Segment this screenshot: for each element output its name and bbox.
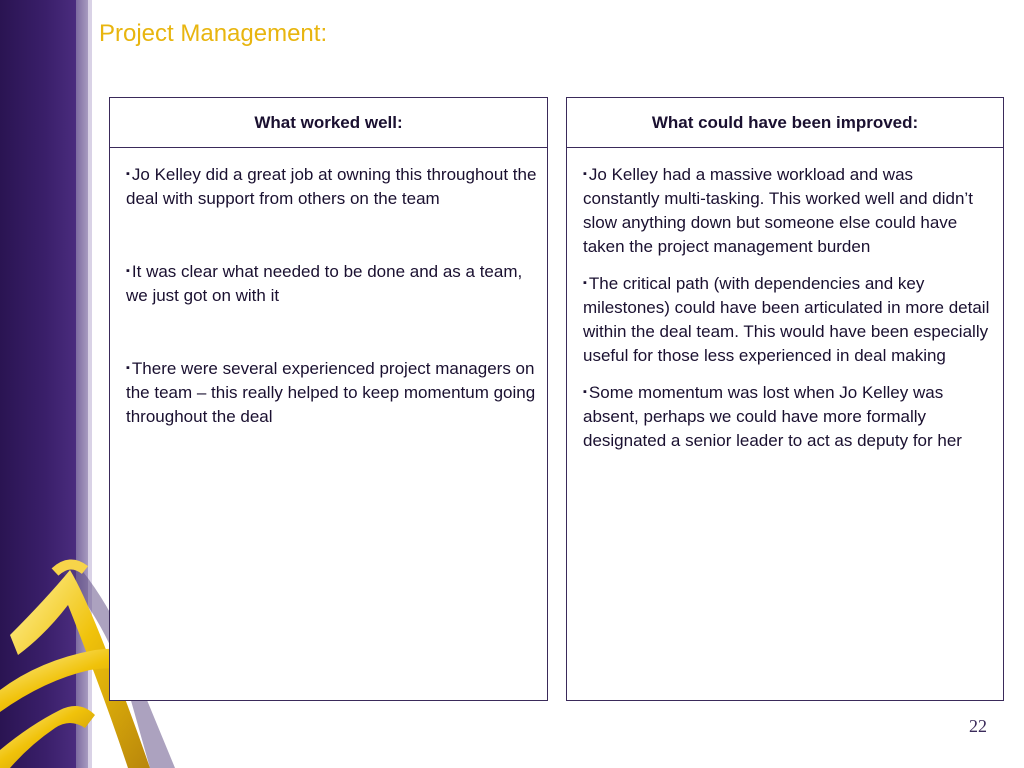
could-be-improved-heading: What could have been improved: <box>567 98 1003 148</box>
list-item: ▪ Some momentum was lost when Jo Kelley was absent, perhaps we could have more formally designated a senior leader to act as deputy for her <box>583 383 962 450</box>
bullet-icon: ▪ <box>583 277 587 289</box>
what-worked-well-panel <box>109 97 548 701</box>
list-item: ▪ It was clear what needed to be done and as a team, we just got on with it <box>126 262 523 305</box>
could-be-improved-list <box>567 148 1003 453</box>
list-item: ▪ The critical path (with dependencies and key milestones) could have been articulated in more detail within the deal team. This would have been especially useful for those less experienced in deal making <box>583 274 990 365</box>
what-worked-well-heading: What worked well: <box>110 98 547 148</box>
list-item: ▪ Jo Kelley had a massive workload and was constantly multi-tasking. This worked well and didn’t slow anything down but someone else could have taken the project management burden <box>583 165 973 256</box>
bullet-icon: ▪ <box>126 265 130 277</box>
what-worked-well-list <box>110 148 547 429</box>
list-item: ▪ There were several experienced project managers on the team – this really helped to keep momentum going throughout the deal <box>126 359 536 426</box>
list-item: ▪ Jo Kelley did a great job at owning this throughout the deal with support from others on the team <box>126 165 537 208</box>
slide-title: Project Management: <box>99 20 328 47</box>
bullet-icon: ▪ <box>126 168 130 180</box>
bullet-icon: ▪ <box>583 168 587 180</box>
could-be-improved-panel <box>566 97 1004 701</box>
bullet-icon: ▪ <box>126 362 130 374</box>
page-number: 22 <box>969 716 987 736</box>
bullet-icon: ▪ <box>583 386 587 398</box>
